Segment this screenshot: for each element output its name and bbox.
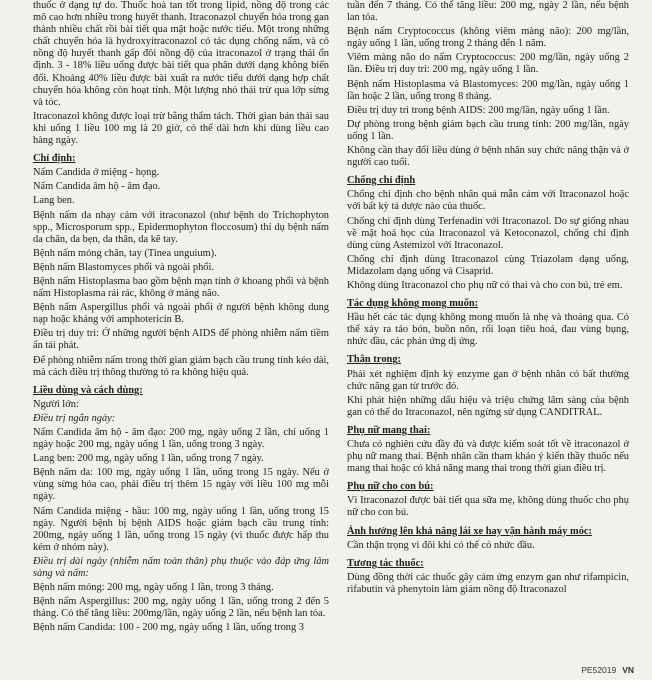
paragraph: Dùng đồng thời các thuốc gây cảm ứng enzym gan như rifampicin, rifabutin và phenytoin làm giảm nồng độ Itraconazol <box>347 571 629 595</box>
paragraph: Nấm Candida ở miệng - họng. <box>33 167 160 179</box>
paragraph: Dự phòng trong bệnh giảm bạch cầu trung tính: 200 mg/lần, ngày uống 1 lần. <box>347 118 629 142</box>
paragraph: tuần đến 7 tháng. Có thể tăng liều: 200 mg, ngày 2 lần, nếu bệnh lan tỏa. <box>347 0 629 24</box>
paragraph: Chưa có nghiên cứu đầy đủ và được kiểm soát tốt về itraconazol ở phụ nữ mang thai. Bệnh nhân cần tham khảo ý kiến thầy thuốc nếu mang thai hoặc có khả năng mang thai trong thời gian điều trị. <box>347 439 629 475</box>
paragraph: Nấm Candida âm hộ - âm đạo: 200 mg, ngày uống 2 lần, chỉ uống 1 ngày hoặc 200 mg, ngày uống 1 lần, uống trong 3 ngày. <box>33 427 329 451</box>
paragraph: Nấm Candida âm hộ - âm đạo. <box>33 181 161 193</box>
paragraph: Để phòng nhiễm nấm trong thời gian giảm bạch cầu trung tính kéo dài, mà cách điều trị thông thường tỏ ra không hiệu quả. <box>33 354 329 378</box>
section-heading: Liều dùng và cách dùng: <box>33 384 143 396</box>
section-heading: Thận trọng: <box>347 354 401 366</box>
paragraph: Phải xét nghiệm định kỳ enzyme gan ở bệnh nhân có bất thường chức năng gan từ trước đó. <box>347 368 629 392</box>
paragraph: Bệnh nấm da nhạy cảm với itraconazol (như bệnh do Trichophyton spp., Microsporum spp., Epidermophyton floccosum) thí dụ bệnh nấm da chân, da bẹn, da thân, da kẽ tay. <box>33 209 329 245</box>
paragraph: Điều trị duy trì trong bệnh AIDS: 200 mg/lần, ngày uống 1 lần. <box>347 104 610 116</box>
product-code: PE52019 <box>581 664 617 675</box>
paragraph: Bệnh nấm Histoplasma và Blastomyces: 200 mg/lần, ngày uống 1 lần hoặc 2 lần, uống trong 8 tháng. <box>347 78 629 102</box>
paragraph: Bệnh nấm Histoplasma bao gồm bệnh mạn tính ở khoang phổi và bệnh nấm Histoplasma rải rác, không ở màng não. <box>33 275 329 300</box>
paragraph: Bệnh nấm móng chân, tay (Tinea unguium). <box>33 247 217 259</box>
paragraph: Bệnh nấm Blastomyces phổi và ngoài phổi. <box>33 261 214 273</box>
paragraph: Viêm màng não do nấm Cryptococcus: 200 mg/lần, ngày uống 2 lần. Điều trị duy trì: 200 mg, ngày uống 1 lần. <box>347 52 629 76</box>
section-heading: Tác dụng không mong muốn: <box>347 298 479 310</box>
section-heading: Ảnh hưởng lên khả năng lái xe hay vận hành máy móc: <box>347 525 592 537</box>
paragraph: Không dùng Itraconazol cho phụ nữ có thai và cho con bú, trẻ em. <box>347 279 623 291</box>
country-code: VN <box>622 664 634 675</box>
paragraph: Chống chỉ định dùng Itraconazol cùng Triazolam dạng uống, Midazolam dạng uống và Cisaprid. <box>347 253 629 277</box>
paragraph: Người lớn: <box>33 398 79 410</box>
left-column <box>33 0 329 680</box>
paragraph: Nấm Candida miệng - hầu: 100 mg, ngày uống 1 lần, uống trong 15 ngày. Người bệnh bị bệnh AIDS hoặc giảm bạch cầu trung tính: 200mg, ngày uống 1 lần, uống trong 15 ngày (vì thuốc được hấp thu kém ở nhóm này). <box>33 505 329 553</box>
paragraph: Bệnh nấm Candida: 100 - 200 mg, ngày uống 1 lần, uống trong 3 <box>33 622 304 634</box>
document-code <box>581 664 634 676</box>
paragraph: Hầu hết các tác dụng không mong muốn là nhẹ và thoáng qua. Có thể xảy ra táo bón, buồn nôn, rối loạn tiêu hoá, đau vùng bụng, nhức đầu, các phản ứng dị ứng. <box>347 312 629 348</box>
section-heading: Tương tác thuốc: <box>347 557 424 569</box>
subheading-text: Điều trị dài ngày (nhiễm nấm toàn thân) phụ thuộc vào đáp ứng lâm sàng và nấm: <box>33 555 329 580</box>
paragraph: Điều trị duy trì: Ở những người bệnh AIDS để phòng nhiễm nấm tiềm ẩn tái phát. <box>33 328 329 352</box>
paragraph: Chống chỉ định dùng Terfenadin với Itraconazol. Do sự giống nhau về mặt hoá học của Itraconazol và Ketoconazol, chống chỉ định dùng cùng Astemizol với Itraconazol. <box>347 215 629 251</box>
paragraph: thuốc ở dạng tự do. Thuốc hoà tan tốt trong lipid, nồng độ trong các mô cao hơn nhiều trong huyết thanh. Itraconazol chuyển hóa trong gan thành nhiều chất rồi bài tiết qua mật hoặc nước tiểu. Một trong những chất chuyển hóa là hydroxyitraconazol có tác dụng chống nấm, và có nồng độ huyết thanh gấp đôi nồng độ của itraconazol ở trạng thái ổn định. 3 - 18% liều uống được bài tiết qua phân dưới dạng không biến đổi. Khoảng 40% liều được bài xuất ra nước tiểu dưới dạng hợp chất chuyển hóa không còn hoạt tính. Một lượng nhỏ thải trừ qua lớp sừng và tóc. <box>33 0 329 108</box>
paragraph: Bệnh nấm Aspergillus: 200 mg, ngày uống 1 lần, uống trong 2 đến 5 tháng. Có thể tăng liều: 200mg/lần, ngày uống 2 lần, nếu bệnh lan tỏa. <box>33 596 329 620</box>
section-heading: Chỉ định: <box>33 153 76 165</box>
paragraph: Lang ben. <box>33 195 75 207</box>
paragraph: Không cần thay đổi liều dùng ở bệnh nhân suy chức năng thận và ở người cao tuổi. <box>347 145 629 169</box>
section-heading: Chống chỉ định <box>347 175 416 187</box>
paragraph: Lang ben: 200 mg, ngày uống 1 lần, uống trong 7 ngày. <box>33 453 264 465</box>
paragraph: Itraconazol không được loại trừ bằng thẩm tách. Thời gian bán thải sau khi uống 1 liều 100 mg là 20 giờ, có thể dài hơn khi dùng liều cao hàng ngày. <box>33 110 329 147</box>
paragraph: Bệnh nấm da: 100 mg, ngày uống 1 lần, uống trong 15 ngày. Nếu ở vùng sừng hóa cao, phải điều trị thêm 15 ngày với liều 100 mg mỗi ngày. <box>33 467 329 503</box>
paragraph: Bệnh nấm móng: 200 mg, ngày uống 1 lần, trong 3 tháng. <box>33 582 274 594</box>
right-column <box>347 0 629 664</box>
subheading-text: Điều trị ngắn ngày: <box>33 412 116 424</box>
paragraph: Cần thận trọng vì đôi khi có thể có nhức đầu. <box>347 539 535 551</box>
section-heading: Phụ nữ mang thai: <box>347 424 431 436</box>
paragraph: Bệnh nấm Aspergillus phổi và ngoài phổi ở người bệnh không dung nạp hoặc kháng với amphotericin B. <box>33 302 329 326</box>
paragraph: Khi phát hiện những dấu hiệu và triệu chứng lâm sàng của bệnh gan có thể do Itraconazol, nên ngừng sử dụng CANDITRAL. <box>347 394 629 418</box>
paragraph: Chống chỉ định cho bệnh nhân quá mẫn cảm với Itraconazol hoặc với bất kỳ tá dược nào của thuốc. <box>347 189 629 213</box>
section-heading: Phụ nữ cho con bú: <box>347 481 434 493</box>
paragraph: Bệnh nấm Cryptococcus (không viêm màng não): 200 mg/lần, ngày uống 1 lần, uống trong 2 tháng đến 1 năm. <box>347 26 629 50</box>
paragraph: Vì Itraconazol được bài tiết qua sữa mẹ, không dùng thuốc cho phụ nữ cho con bú. <box>347 495 629 519</box>
